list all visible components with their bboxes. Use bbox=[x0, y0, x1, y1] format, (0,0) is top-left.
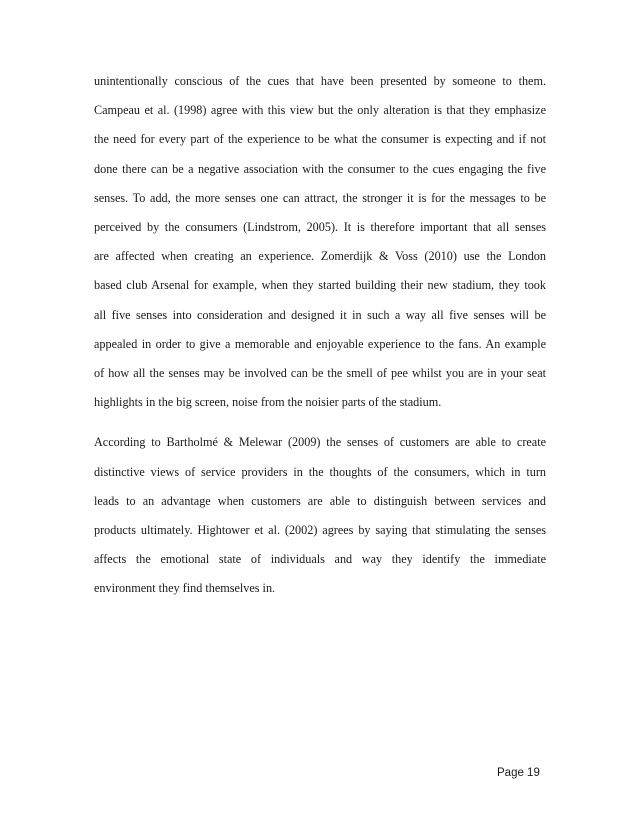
text-line: Campeau et al. (1998) agree with this view but the only alteration is that they emphasize bbox=[94, 103, 546, 118]
text-line: affects the emotional state of individuals and way they identify the immediate bbox=[94, 552, 546, 567]
text-line: unintentionally conscious of the cues that have been presented by someone to them. bbox=[94, 74, 546, 88]
text-line: distinctive views of service providers in the thoughts of the consumers, which in turn bbox=[94, 464, 546, 479]
text-line: leads to an advantage when customers are able to distinguish between services and bbox=[94, 493, 546, 508]
page-number: Page 19 bbox=[497, 767, 540, 779]
text-line: According to Bartholmé & Melewar (2009) the senses of customers are able to create bbox=[94, 435, 546, 450]
paragraph-1 bbox=[94, 67, 546, 417]
text-line: based club Arsenal for example, when they started building their new stadium, they took bbox=[94, 278, 546, 293]
paragraph-2 bbox=[94, 428, 546, 603]
text-line: the need for every part of the experience to be what the consumer is expecting and if not bbox=[94, 132, 546, 147]
text-line: are affected when creating an experience. Zomerdijk & Voss (2010) use the London bbox=[94, 249, 546, 264]
text-line: all five senses into consideration and designed it in such a way all five senses will be bbox=[94, 307, 546, 322]
text-line: products ultimately. Hightower et al. (2002) agrees by saying that stimulating the senses bbox=[94, 523, 546, 538]
text-line: highlights in the big screen, noise from the noisier parts of the stadium. bbox=[94, 395, 442, 410]
text-line: environment they find themselves in. bbox=[94, 581, 276, 596]
text-line: senses. To add, the more senses one can attract, the stronger it is for the messages to be bbox=[94, 190, 546, 205]
text-line: of how all the senses may be involved can be the smell of pee whilst you are in your seat bbox=[94, 366, 546, 381]
text-line: perceived by the consumers (Lindstrom, 2005). It is therefore important that all senses bbox=[94, 220, 546, 235]
text-line: done there can be a negative association with the consumer to the cues engaging the five bbox=[94, 161, 546, 176]
page-body bbox=[94, 67, 546, 604]
text-line: appealed in order to give a memorable and enjoyable experience to the fans. An example bbox=[94, 336, 546, 351]
